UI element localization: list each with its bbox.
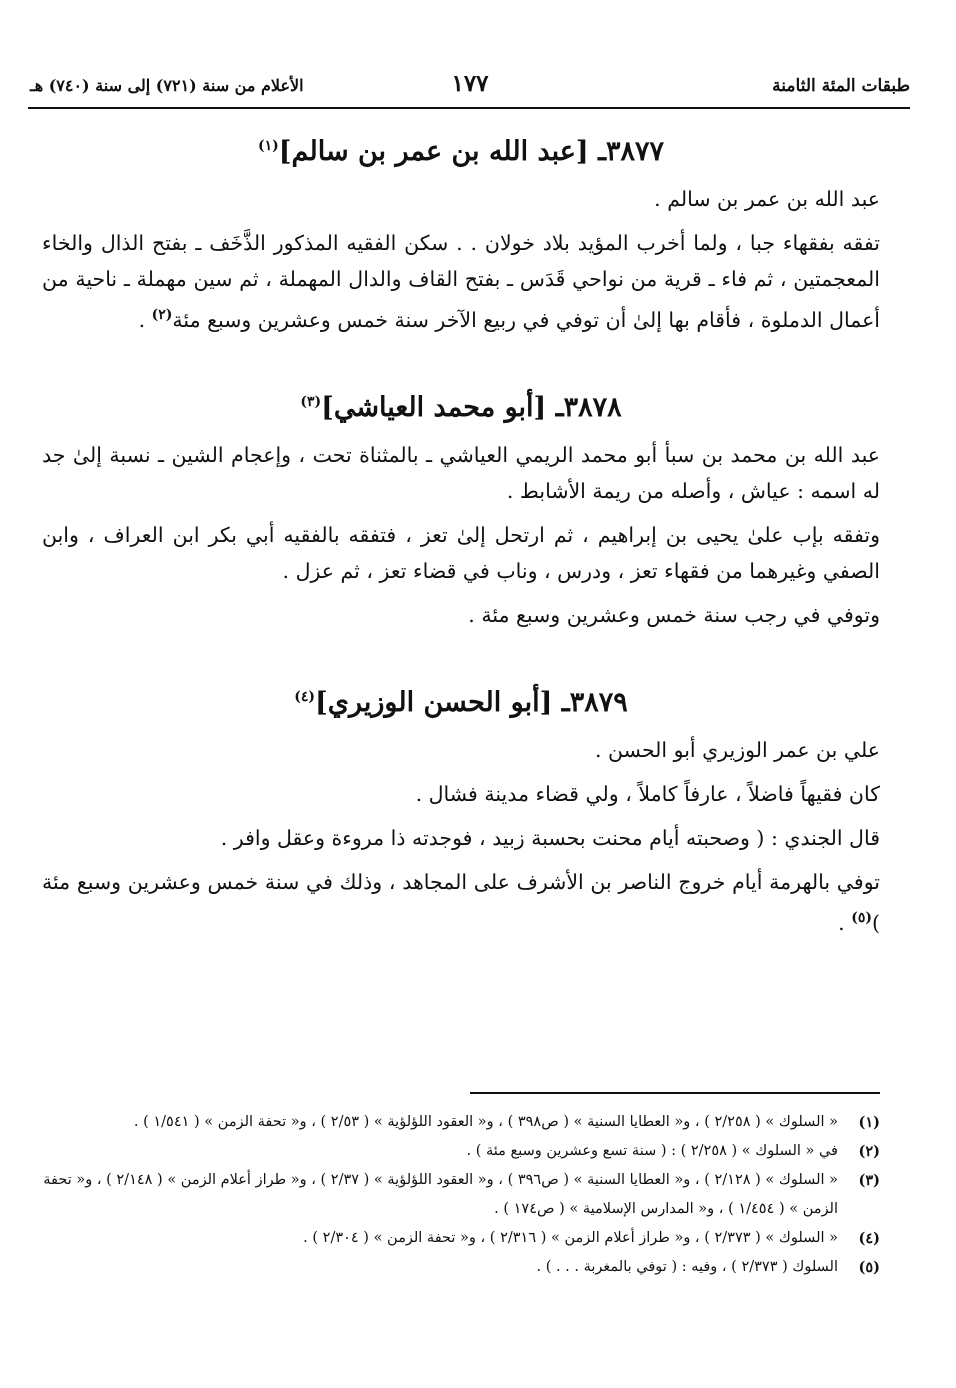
footnote [42,1224,880,1253]
footnote [42,1108,880,1137]
footnote [42,1253,880,1282]
entry-title-text: ٣٨٧٩ـ [أبو الحسن الوزيري] [315,686,628,718]
entry-paragraph [42,864,880,941]
paragraph-text: تفقه بفقهاء جبا ، ولما أخرب المؤيد بلاد خولان . . سكن الفقيه المذكور الذَّخَف ـ بفتح الذال والخاء المعجمتين ، ثم فاء ـ قرية من نواحي قَدَس ـ بفتح القاف والدال المهملة ، ثم سين مهملة ـ ناحية من أعمال الدملوة ، فأقام بها إلىٰ أن توفي في ربيع الآخر سنة خمس وعشرين وسبع مئة [42,231,880,332]
footnote-text: السلوك ( ٢/٣٧٣ ) ، وفيه : ( توفي بالمغربة . . . ) . [536,1259,838,1275]
footnote-ref: (١) [257,138,279,154]
header-divider [28,107,910,109]
entry-gap [42,641,880,669]
entry-paragraph: وتوفي في رجب سنة خمس وعشرين وسبع مئة . [468,602,880,627]
entry-paragraph: علي بن عمر الوزيري أبو الحسن . [595,737,880,762]
footnote-text: « السلوك » ( ٢/١٢٨ ) ، و« العطايا السنية » ( ص٣٩٦ ) ، و« العقود اللؤلؤية » ( ٢/٣٧ ) ، و« طراز أعلام الزمن » ( ٢/١٤٨ ) ، و« تحفة الزمن » ( ١/٤٥٤ ) ، و« المدارس الإسلامية » ( ص١٧٤ ) . [43,1172,838,1217]
footnote [42,1137,880,1166]
footnote-ref: (٢) [151,307,173,323]
footnote-divider [470,1092,880,1094]
page-number: ١٧٧ [451,70,489,97]
footnote-text: « السلوك » ( ٢/٣٧٣ ) ، و« طراز أعلام الزمن » ( ٢/٣١٦ ) ، و« تحفة الزمن » ( ٢/٣٠٤ ) . [303,1230,838,1246]
entry-title [42,136,880,167]
footnote-number: (١) [858,1114,880,1131]
footnote-ref: (٤) [294,688,316,705]
entry-3879 [42,687,880,941]
entry-title [42,392,880,423]
footnote-ref: (٣) [300,393,322,410]
paragraph-text: توفي بالهرمة أيام خروج الناصر بن الأشرف على المجاهد ، وذلك في سنة خمس وعشرين وسبع مئة ) [42,869,880,935]
entry-paragraph: عبد الله بن محمد بن سبأ أبو محمد الريمي العياشي ـ بالمثناة تحت ، وإعجام الشين ـ نسبة إلىٰ جد له اسمه : عياش ، وأصله من ريمة الأشابط . [42,442,880,503]
entry-title-text: ٣٨٧٧ـ [عبد الله بن عمر بن سالم] [278,136,665,167]
entry-paragraph [42,225,880,338]
footnote-number: (٢) [858,1143,880,1160]
footnote-number: (٤) [858,1230,880,1247]
footnote-text: « السلوك » ( ٢/٢٥٨ ) ، و« العطايا السنية » ( ص٣٩٨ ) ، و« العقود اللؤلؤية » ( ٢/٥٣ ) ، و« تحفة الزمن » ( ١/٥٤١ ) . [133,1114,838,1130]
footnote-ref: (٥) [851,909,872,926]
running-header [30,70,910,104]
entry-paragraph: وتفقه بإب علىٰ يحيى بن إبراهيم ، ثم ارتحل إلىٰ تعز ، فتفقه بالفقيه أبي بكر ابن العراف ، وابن الصفي وغيرهما من فقهاء تعز ، ودرس ، وناب في قضاء تعز ، ثم عزل . [42,522,880,583]
entry-title-text: ٣٨٧٨ـ [أبو محمد العياشي] [321,391,622,423]
footnote-text: في « السلوك » ( ٢/٢٥٨ ) : ( سنة تسع وعشرين وسبع مئة ) . [466,1143,838,1159]
footnotes [42,1108,880,1282]
entry-paragraph: عبد الله بن عمر بن سالم . [654,187,880,211]
header-range-title: الأعلام من سنة (٧٢١) إلى سنة (٧٤٠) هـ [30,76,304,95]
entry-paragraph: قال الجندي : ( وصحبته أيام محنت بحسبة زبيد ، فوجدته ذا مروءة وعقل وافر . [220,825,880,850]
paragraph-end: . [138,307,152,332]
paragraph-end: . [838,910,852,935]
entry-3877 [42,136,880,338]
footnote-number: (٣) [858,1172,880,1189]
main-text [42,118,880,949]
entry-title [42,687,880,718]
footnote [42,1166,880,1224]
entry-paragraph: كان فقيهاً فاضلاً ، عارفاً كاملاً ، ولي قضاء مدينة فشال . [415,781,880,806]
header-section-title: طبقات المئة الثامنة [772,76,910,96]
entry-gap [42,346,880,374]
entry-3878 [42,392,880,633]
footnote-number: (٥) [858,1259,880,1276]
